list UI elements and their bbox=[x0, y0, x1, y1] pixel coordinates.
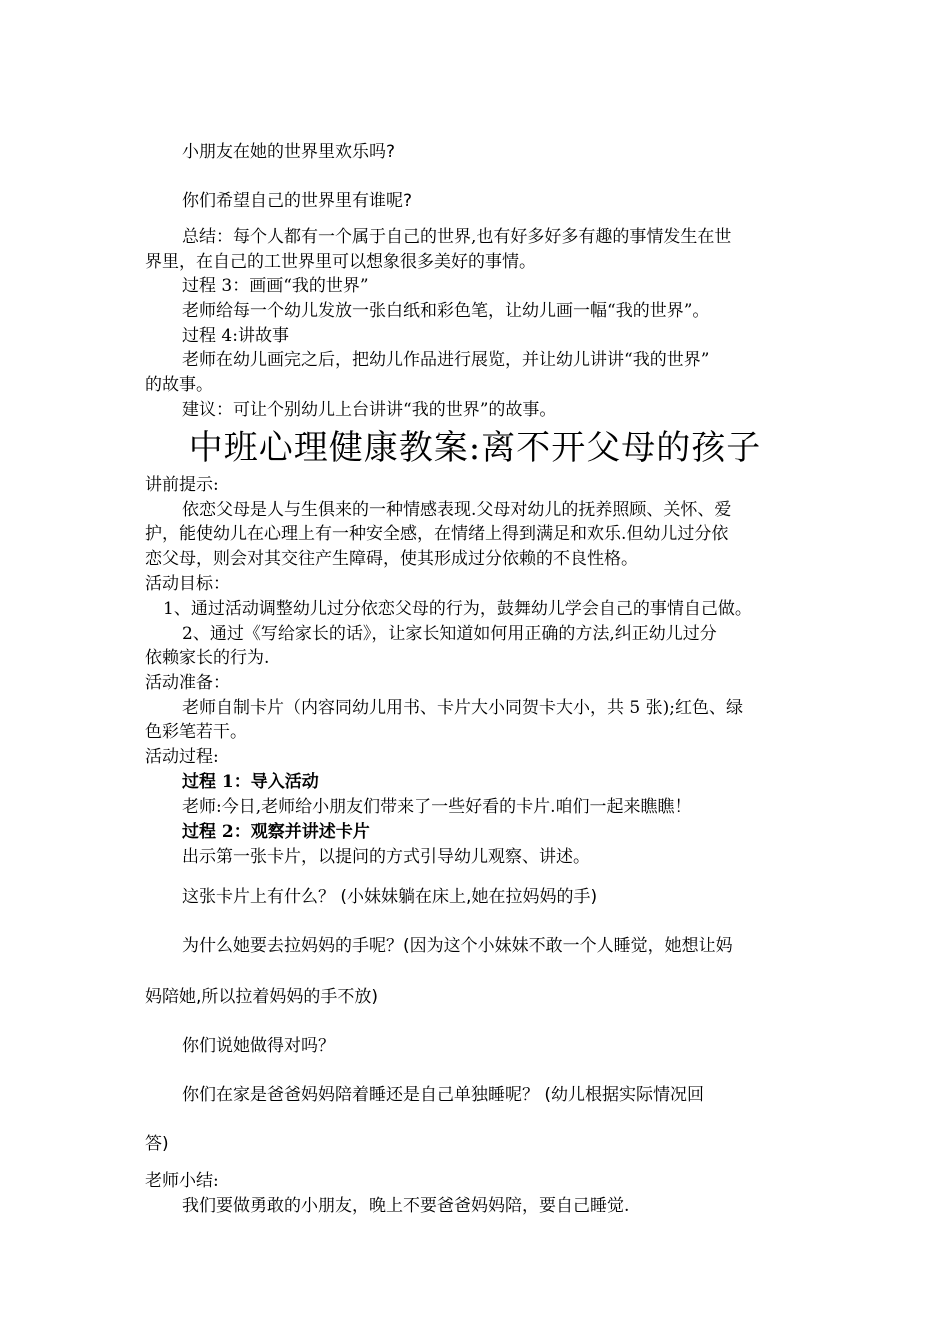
process-4-text: 的故事。 bbox=[145, 375, 213, 395]
step-2-heading: 过程 2：观察并讲述卡片 bbox=[182, 822, 370, 842]
question-line: 答) bbox=[145, 1134, 169, 1154]
prep-text: 老师自制卡片（内容同幼儿用书、卡片大小同贺卡大小，共 5 张);红色、绿 bbox=[182, 698, 743, 718]
tips-text: 恋父母，则会对其交往产生障碍，使其形成过分依赖的不良性格。 bbox=[145, 549, 638, 569]
process-3-text: 老师给每一个幼儿发放一张白纸和彩色笔，让幼儿画一幅“我的世界”。 bbox=[182, 301, 710, 321]
conclusion-text: 我们要做勇敢的小朋友，晚上不要爸爸妈妈陪，要自己睡觉. bbox=[182, 1196, 630, 1216]
process-3-heading: 过程 3：画画“我的世界” bbox=[182, 276, 369, 296]
page-title: 中班心理健康教案:离不开父母的孩子 bbox=[188, 428, 762, 468]
step-1-text: 老师:今日,老师给小朋友们带来了一些好看的卡片.咱们一起来瞧瞧！ bbox=[182, 797, 692, 817]
step-2-text: 出示第一张卡片，以提问的方式引导幼儿观察、讲述。 bbox=[182, 847, 590, 867]
goal-item: 2、通过《写给家长的话》，让家长知道如何用正确的方法,纠正幼儿过分 bbox=[182, 624, 717, 644]
process-heading: 活动过程: bbox=[145, 747, 219, 767]
prep-heading: 活动准备： bbox=[145, 673, 230, 693]
goal-item: 1、通过活动调整幼儿过分依恋父母的行为，鼓舞幼儿学会自己的事情自己做。 bbox=[163, 599, 752, 619]
suggestion-text: 建议：可让个别幼儿上台讲讲“我的世界”的故事。 bbox=[182, 400, 557, 420]
tips-text: 依恋父母是人与生俱来的一种情感表现.父母对幼儿的抚养照顾、关怀、爱 bbox=[182, 500, 732, 520]
question-line: 你们在家是爸爸妈妈陪着睡还是自己单独睡呢？ (幼儿根据实际情况回 bbox=[182, 1085, 705, 1105]
question-line: 小朋友在她的世界里欢乐吗? bbox=[182, 142, 396, 162]
conclusion-heading: 老师小结: bbox=[145, 1171, 219, 1191]
tips-text: 护，能使幼儿在心理上有一种安全感，在情绪上得到满足和欢乐.但幼儿过分依 bbox=[145, 524, 729, 544]
process-4-heading: 过程 4:讲故事 bbox=[182, 326, 289, 346]
question-line: 你们说她做得对吗？ bbox=[182, 1036, 335, 1056]
process-4-text: 老师在幼儿画完之后，把幼儿作品进行展览，并让幼儿讲讲“我的世界” bbox=[182, 350, 710, 370]
goal-item: 依赖家长的行为. bbox=[145, 648, 270, 668]
summary-line: 总结：每个人都有一个属于自己的世界,也有好多好多有趣的事情发生在世 bbox=[182, 227, 732, 247]
tips-heading: 讲前提示: bbox=[145, 475, 219, 495]
step-1-heading: 过程 1：导入活动 bbox=[182, 772, 319, 792]
summary-line: 界里，在自己的工世界里可以想象很多美好的事情。 bbox=[145, 252, 536, 272]
question-line: 你们希望自己的世界里有谁呢? bbox=[182, 191, 413, 211]
prep-text: 色彩笔若干。 bbox=[145, 722, 247, 742]
question-line: 为什么她要去拉妈妈的手呢？(因为这个小妹妹不敢一个人睡觉，她想让妈 bbox=[182, 936, 733, 956]
question-line: 这张卡片上有什么？ (小妹妹躺在床上,她在拉妈妈的手) bbox=[182, 887, 598, 907]
goal-heading: 活动目标： bbox=[145, 574, 230, 594]
question-line: 妈陪她,所以拉着妈妈的手不放) bbox=[145, 987, 379, 1007]
